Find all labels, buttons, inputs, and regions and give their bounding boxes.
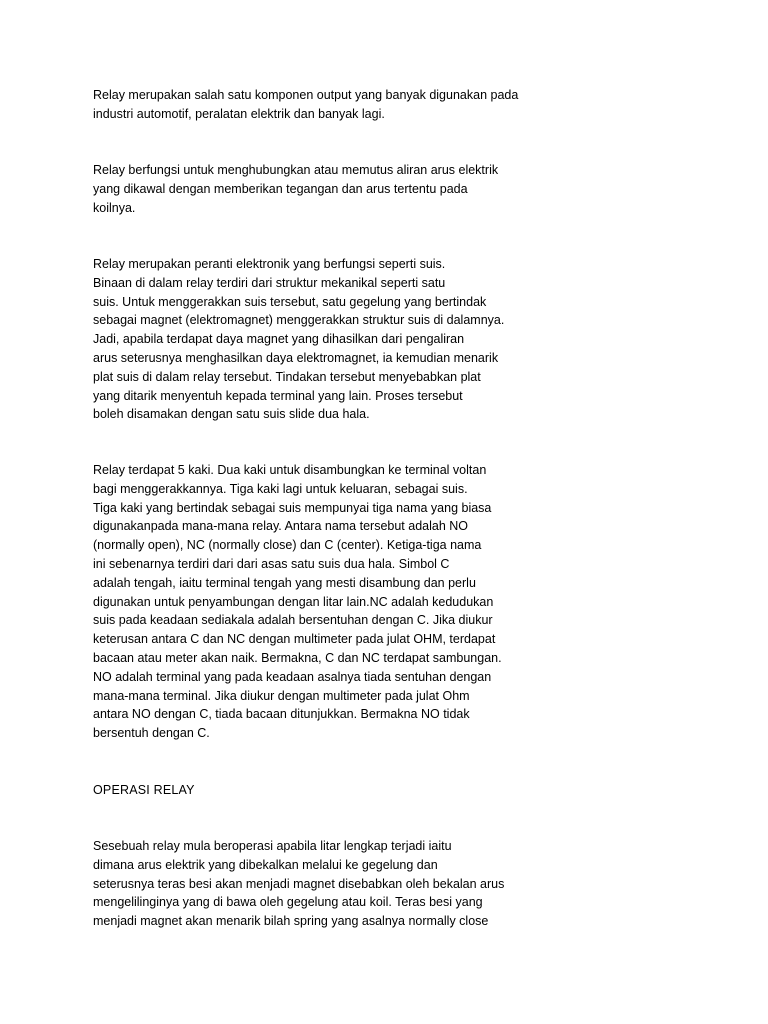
text-line: industri automotif, peralatan elektrik dan banyak lagi. <box>93 106 385 121</box>
text-line: digunakanpada mana-mana relay. Antara nama tersebut adalah NO <box>93 519 469 534</box>
text-line: yang ditarik menyentuh kepada terminal yang lain. Proses tersebut <box>93 388 463 403</box>
text-line: dimana arus elektrik yang dibekalkan melalui ke gegelung dan <box>93 857 438 872</box>
text-line: bersentuh dengan C. <box>93 726 210 741</box>
text-line: bagi menggerakkannya. Tiga kaki lagi untuk keluaran, sebagai suis. <box>93 481 468 496</box>
paragraph-function <box>93 161 498 217</box>
paragraph-terminals <box>93 461 502 743</box>
text-line: mengelilinginya yang di bawa oleh gegelung atau koil. Teras besi yang <box>93 895 483 910</box>
text-line: NO adalah terminal yang pada keadaan asalnya tiada sentuhan dengan <box>93 669 492 684</box>
text-line: boleh disamakan dengan satu suis slide dua hala. <box>93 407 370 422</box>
heading-text: OPERASI RELAY <box>93 783 195 797</box>
text-line: sebagai magnet (elektromagnet) menggerakkan struktur suis di dalamnya. <box>93 313 505 328</box>
text-line: Tiga kaki yang bertindak sebagai suis mempunyai tiga nama yang biasa <box>93 500 492 515</box>
text-line: antara NO dengan C, tiada bacaan ditunjukkan. Bermakna NO tidak <box>93 707 470 722</box>
text-line: bacaan atau meter akan naik. Bermakna, C dan NC terdapat sambungan. <box>93 650 502 665</box>
text-line: digunakan untuk penyambungan dengan litar lain.NC adalah kedudukan <box>93 594 494 609</box>
text-line: adalah tengah, iaitu terminal tengah yang mesti disambung dan perlu <box>93 575 476 590</box>
section-heading <box>93 781 195 800</box>
text-line: plat suis di dalam relay tersebut. Tindakan tersebut menyebabkan plat <box>93 369 481 384</box>
text-line: Relay terdapat 5 kaki. Dua kaki untuk disambungkan ke terminal voltan <box>93 463 487 477</box>
text-line: koilnya. <box>93 200 136 215</box>
text-line: suis. Untuk menggerakkan suis tersebut, satu gegelung yang bertindak <box>93 294 487 309</box>
text-line: Sesebuah relay mula beroperasi apabila litar lengkap terjadi iaitu <box>93 839 452 853</box>
text-line: Relay merupakan salah satu komponen output yang banyak digunakan pada <box>93 88 519 102</box>
text-line: seterusnya teras besi akan menjadi magnet disebabkan oleh bekalan arus <box>93 876 505 891</box>
text-line: arus seterusnya menghasilkan daya elektromagnet, ia kemudian menarik <box>93 350 499 365</box>
text-line: Binaan di dalam relay terdiri dari struktur mekanikal seperti satu <box>93 275 446 290</box>
text-line: suis pada keadaan sediakala adalah bersentuhan dengan C. Jika diukur <box>93 613 493 628</box>
text-line: keterusan antara C dan NC dengan multimeter pada julat OHM, terdapat <box>93 632 496 647</box>
text-line: yang dikawal dengan memberikan tegangan dan arus tertentu pada <box>93 181 468 196</box>
text-line: Jadi, apabila terdapat daya magnet yang dihasilkan dari pengaliran <box>93 332 465 347</box>
text-line: mana-mana terminal. Jika diukur dengan multimeter pada julat Ohm <box>93 688 470 703</box>
text-line: menjadi magnet akan menarik bilah spring yang asalnya normally close <box>93 914 489 929</box>
paragraph-operation <box>93 837 504 931</box>
text-line: Relay berfungsi untuk menghubungkan atau memutus aliran arus elektrik <box>93 163 499 177</box>
paragraph-intro <box>93 86 518 124</box>
text-line: ini sebenarnya terdiri dari dari asas satu suis dua hala. Simbol C <box>93 556 450 571</box>
paragraph-structure <box>93 255 504 424</box>
text-line: (normally open), NC (normally close) dan C (center). Ketiga-tiga nama <box>93 538 482 553</box>
text-line: Relay merupakan peranti elektronik yang berfungsi seperti suis. <box>93 257 446 271</box>
